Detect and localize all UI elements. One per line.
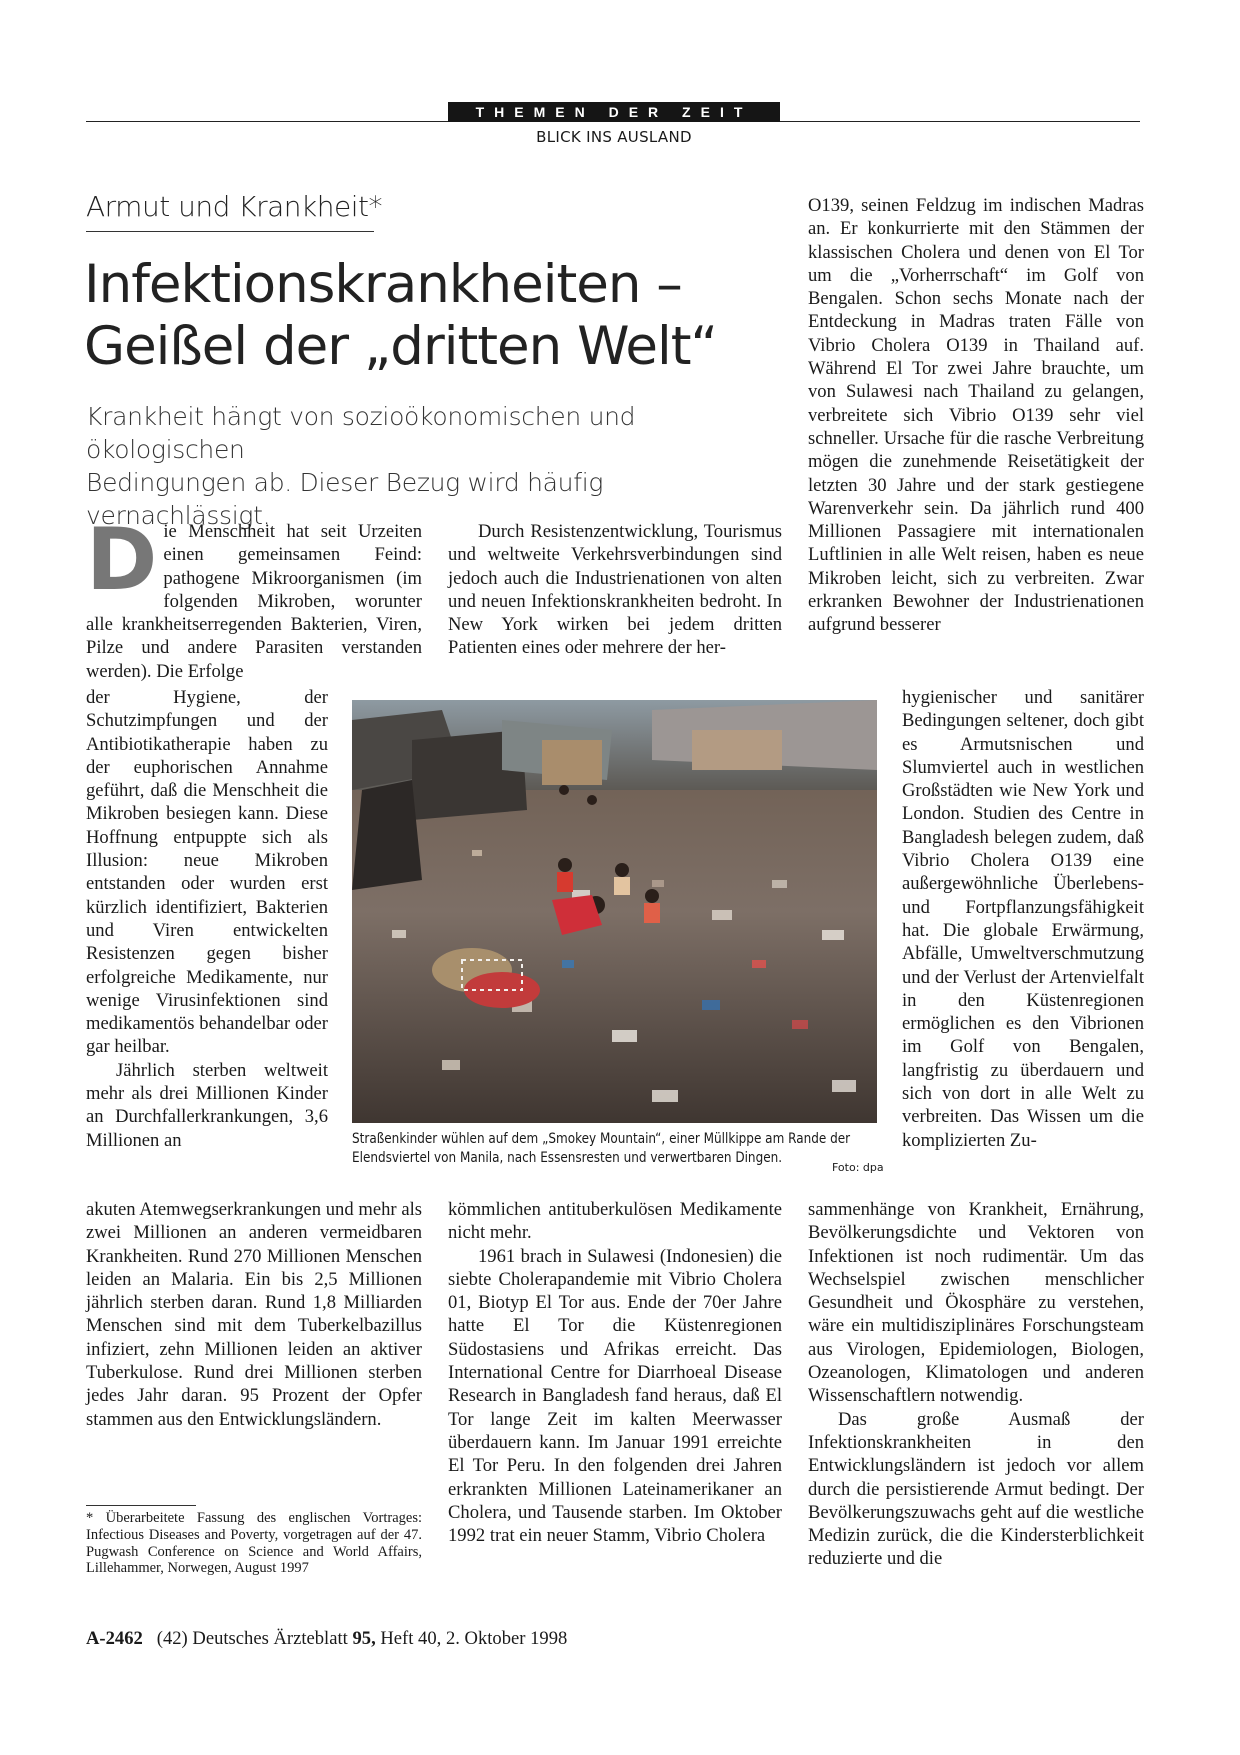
photo-landfill-children [352, 700, 877, 1123]
dropcap: D [86, 510, 158, 610]
page-code: A-2462 [86, 1628, 143, 1649]
column-1-bottom [86, 1198, 422, 1431]
headline-line-2: Geißel der „dritten Welt“ [84, 316, 717, 377]
subhead-line-1: Krankheit hängt von sozioökonomischen und ökologischen [86, 402, 636, 464]
kicker: Armut und Krankheit* [86, 190, 382, 223]
column-1-para-1: ie Menschheit hat seit Urzeiten einen gemeinsamen Feind: pathogene Mikroorganismen (im folgenden Mikroben, worunter alle krankheitserregenden Bakterien, Viren, Pilze und andere Parasiten verstanden werden). Die Erfolge [86, 521, 422, 682]
column-2-para-1: Durch Resistenzentwicklung, Tourismus und weltweite Verkehrsverbindungen sind jedoch auch die Industrienationen von alten und neuen Infektionskrankheiten bedroht. In New York wirken bei jedem dritten Patienten eines oder mehrere der her- [448, 521, 782, 659]
column-3-bottom [808, 1198, 1144, 1571]
page-footer [86, 1628, 567, 1650]
caption-line-1: Straßenkinder wühlen auf dem „Smokey Mountain“, einer Müllkippe am Rande der [352, 1131, 851, 1147]
section-banner: THEMEN DER ZEIT [448, 102, 780, 122]
journal-volume: 95, [352, 1628, 376, 1649]
column-3-narrow [902, 686, 1144, 1152]
headline [84, 254, 784, 378]
photo-caption [352, 1130, 880, 1168]
column-3-para-2: Das große Ausmaß der Infektionskrankheiten in den Entwicklungsländern ist jedoch vor allem durch die persistierende Armut bedingt. Der Bevölkerungszuwachs geht auf die westliche Medizin zurück, die die Kindersterblichkeit reduzierte und die [808, 1408, 1144, 1570]
subhead [86, 400, 786, 532]
footnote-rule [86, 1505, 196, 1506]
photo-credit: Foto: dpa [832, 1161, 884, 1174]
footnote: * Überarbeitete Fassung des englischen Vortrages: Infectious Diseases and Poverty, vorgetragen auf der 47. Pugwash Conference on Science and World Affairs, Lillehammer, Norwegen, August 1997 [86, 1510, 422, 1577]
column-2-top [448, 520, 782, 660]
column-2-para-1-cont: kömmlichen antituberkulösen Medikamente nicht mehr. [448, 1199, 782, 1244]
column-1-narrow [86, 686, 328, 1152]
article-photo [352, 700, 877, 1123]
subhead-line-2: Bedingungen ab. Dieser Bezug wird häufig vernachlässigt. [86, 468, 604, 530]
column-3-para-1-cont: hygienischer und sanitärer Bedingungen seltener, doch gibt es Armutsnischen und Slumviertel auch in westlichen Großstädten wie New York und London. Studien des Centre in Bangladesh belegen zudem, daß Vibrio Cholera O139 eine außergewöhnliche Überlebens- und Fortpflanzungsfähigkeit hat. Die globale Erwärmung, Abfälle, Umweltverschmutzung und der Verlust der Artenvielfalt in den Küstenregionen ermöglichen es den Vibrionen im Golf von Bengalen, langfristig zu überdauern und sich von dort in alle Welt zu verbreiten. Das Wissen um die komplizierten Zu- [902, 687, 1144, 1151]
column-1-para-2: Jährlich sterben weltweit mehr als drei Millionen Kinder an Durchfallerkrankungen, 3,6 Millionen an [86, 1059, 328, 1151]
column-1-para-1-cont: der Hygiene, der Schutzimpfungen und der Antibiotikatherapie haben zu der euphorischen Annahme geführt, daß die Menschheit die Mikroben besiegen kann. Diese Hoffnung entpuppte sich als Illusion: neue Mikroben entstanden oder wurden erst kürzlich identifiziert, Bakterien und Viren entwickelten Resistenzen gegen bisher erfolgreiche Medikamente, nur wenige Virusinfektionen sind medikamentös behandelbar oder gar heilbar. [86, 687, 328, 1058]
column-1-top [86, 510, 422, 683]
column-2-bottom [448, 1198, 782, 1547]
journal-name: Deutsches Ärzteblatt [192, 1628, 348, 1649]
page-number: (42) [156, 1628, 188, 1649]
column-3-top [808, 194, 1144, 637]
journal-issue: Heft 40, 2. Oktober 1998 [380, 1628, 568, 1649]
column-1-para-2-cont: akuten Atemwegserkrankungen und mehr als zwei Millionen an anderen vermeidbaren Krankheiten. Rund 270 Millionen Menschen leiden an Malaria. Ein bis 2,5 Millionen jährlich sterben daran. Rund 1,8 Milliarden Menschen sind mit dem Tuberkelbazillus infiziert, zehn Millionen leiden an aktiver Tuberkulose. Rund drei Millionen sterben jedes Jahr daran. 95 Prozent der Opfer stammen aus den Entwicklungsländern. [86, 1199, 422, 1430]
column-2-para-2: 1961 brach in Sulawesi (Indonesien) die siebte Cholerapandemie mit Vibrio Cholera 01, Biotyp El Tor aus. Ende der 70er Jahre hatte El Tor die Küstenregionen Südostasiens und Afrikas erreicht. Das International Centre for Diarrhoeal Disease Research in Bangladesh fand heraus, daß El Tor lange Zeit im kalten Meerwasser überdauern kann. Im Januar 1991 erreichte El Tor Peru. In den folgenden drei Jahren erkrankten Millionen Lateinamerikaner an Cholera, und Tausende starben. Im Oktober 1992 trat ein neuer Stamm, Vibrio Cholera [448, 1245, 782, 1547]
section-subtitle: BLICK INS AUSLAND [536, 128, 692, 146]
column-3-para-1-end: sammenhänge von Krankheit, Ernährung, Bevölkerungsdichte und Vektoren von Infektionen ist noch rudimentär. Um das Wechselspiel zwischen menschlicher Gesundheit und Ökosphäre zu verstehen, wäre ein multidisziplinäres Forschungsteam aus Virologen, Epidemiologen, Biologen, Ozeanologen, Klimatologen und anderen Wissenschaftlern notwendig. [808, 1199, 1144, 1407]
column-3-para-1: O139, seinen Feldzug im indischen Madras an. Er konkurrierte mit den Stämmen der klassischen Cholera und denen von El Tor um die „Vorherrschaft“ im Golf von Bengalen. Schon sechs Monate nach der Entdeckung in Madras traten Fälle von Vibrio Cholera O139 in Thailand auf. Während El Tor zwei Jahre brauchte, um von Sulawesi nach Thailand zu gelangen, verbreitete sich Vibrio O139 sehr viel schneller. Ursache für die rasche Verbreitung mögen die zunehmende Reisetätigkeit der letzten 30 Jahre und der stark gestiegene Warenverkehr sein. Da jährlich rund 400 Millionen Passagiere mit internationalen Luftlinien in alle Welt reisen, haben es neue Mikroben leicht, sich zu verbreiten. Zwar erkranken Bewohner der Industrienationen aufgrund besserer [808, 195, 1144, 636]
headline-line-1: Infektionskrankheiten – [84, 254, 682, 315]
caption-line-2: Elendsviertel von Manila, nach Essensresten und verwertbaren Dingen. [352, 1150, 783, 1166]
kicker-rule [86, 231, 374, 232]
